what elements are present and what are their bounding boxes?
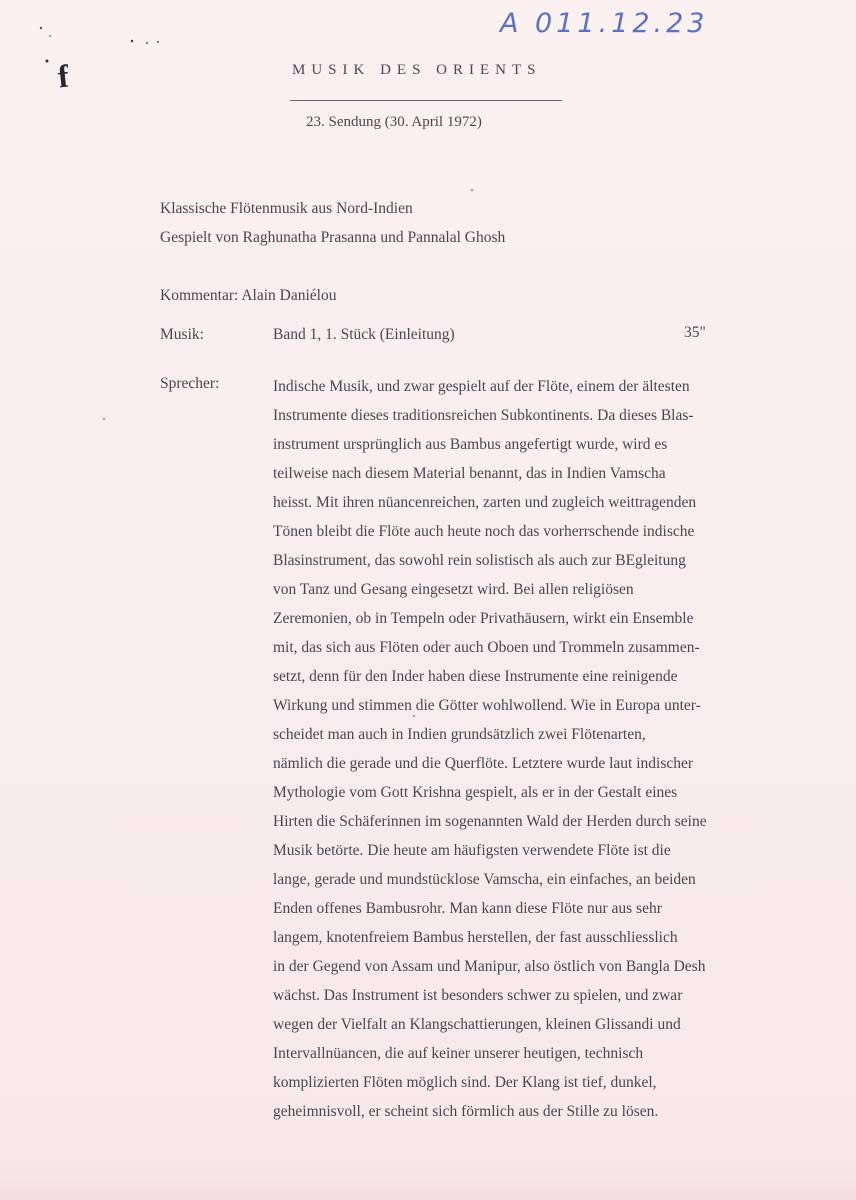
corner-handwritten-mark: f [56,57,71,95]
document-title: MUSIK DES ORIENTS [292,62,542,78]
broadcast-subtitle: 23. Sendung (30. April 1972) [306,114,482,130]
text-line: komplizierten Flöten möglich sind. Der Klang ist tief, dunkel, [273,1074,657,1091]
intro-line: Klassische Flötenmusik aus Nord-Indien [160,200,413,217]
text-line: scheidet man auch in Indien grundsätzlich zwei Flötenarten, [273,726,646,743]
text-line: Tönen bleibt die Flöte auch heute noch das vorherrschende indische [273,523,695,540]
commentary-line: Kommentar: Alain Daniélou [160,287,337,304]
text-line: heisst. Mit ihren nüancenreichen, zarten und zugleich weittragenden [273,494,697,511]
text-line: wegen der Vielfalt an Klangschattierungen, kleinen Glissandi und [273,1016,681,1033]
text-line: Instrumente dieses traditionsreichen Subkontinents. Da dieses Blas- [273,407,694,424]
music-track: Band 1, 1. Stück (Einleitung) [273,326,455,343]
music-duration: 35" [684,324,706,341]
text-line: wächst. Das Instrument ist besonders schwer zu spielen, und zwar [273,987,683,1004]
speaker-text [273,372,833,1126]
text-line: in der Gegend von Assam und Manipur, also östlich von Bangla Desh [273,958,706,975]
text-line: mit, das sich aus Flöten oder auch Oboen und Trommeln zusammen- [273,639,700,656]
text-line: Enden offenes Bambusrohr. Man kann diese Flöte nur aus sehr [273,900,662,917]
text-line: Wirkung und stimmen die Götter wohlwollend. Wie in Europa unter- [273,697,701,714]
music-label: Musik: [160,326,204,343]
archive-code: A 011.12.23 [500,8,709,39]
text-line: Intervallnüancen, die auf keiner unserer heutigen, technisch [273,1045,644,1062]
text-line: Indische Musik, und zwar gespielt auf der Flöte, einem der ältesten [273,378,690,395]
title-underline [290,100,562,101]
paper-bottom-edge [0,1162,856,1200]
text-line: von Tanz und Gesang eingesetzt wird. Bei allen religiösen [273,581,634,598]
text-line: geheimnisvoll, er scheint sich förmlich aus der Stille zu lösen. [273,1103,659,1120]
speaker-label: Sprecher: [160,375,220,392]
text-line: Zeremonien, ob in Tempeln oder Privathäusern, wirkt ein Ensemble [273,610,694,627]
text-line: Blasinstrument, das sowohl rein solistisch als auch zur BEgleitung [273,552,686,569]
text-line: langem, knotenfreiem Bambus herstellen, der fast ausschliesslich [273,929,678,946]
text-line: teilweise nach diesem Material benannt, das in Indien Vamscha [273,465,666,482]
text-line: Musik betörte. Die heute am häufigsten verwendete Flöte ist die [273,842,671,859]
text-line: Mythologie vom Gott Krishna gespielt, als er in der Gestalt eines [273,784,678,801]
text-line: instrument ursprünglich aus Bambus angefertigt wurde, wird es [273,436,668,453]
intro-line: Gespielt von Raghunatha Prasanna und Pannalal Ghosh [160,229,506,246]
text-line: setzt, denn für den Inder haben diese Instrumente eine reinigende [273,668,678,685]
text-line: nämlich die gerade und die Querflöte. Letztere wurde laut indischer [273,755,694,772]
text-line: lange, gerade und mundstücklose Vamscha, ein einfaches, an beiden [273,871,696,888]
text-line: Hirten die Schäferinnen im sogenannten Wald der Herden durch seine [273,813,707,830]
